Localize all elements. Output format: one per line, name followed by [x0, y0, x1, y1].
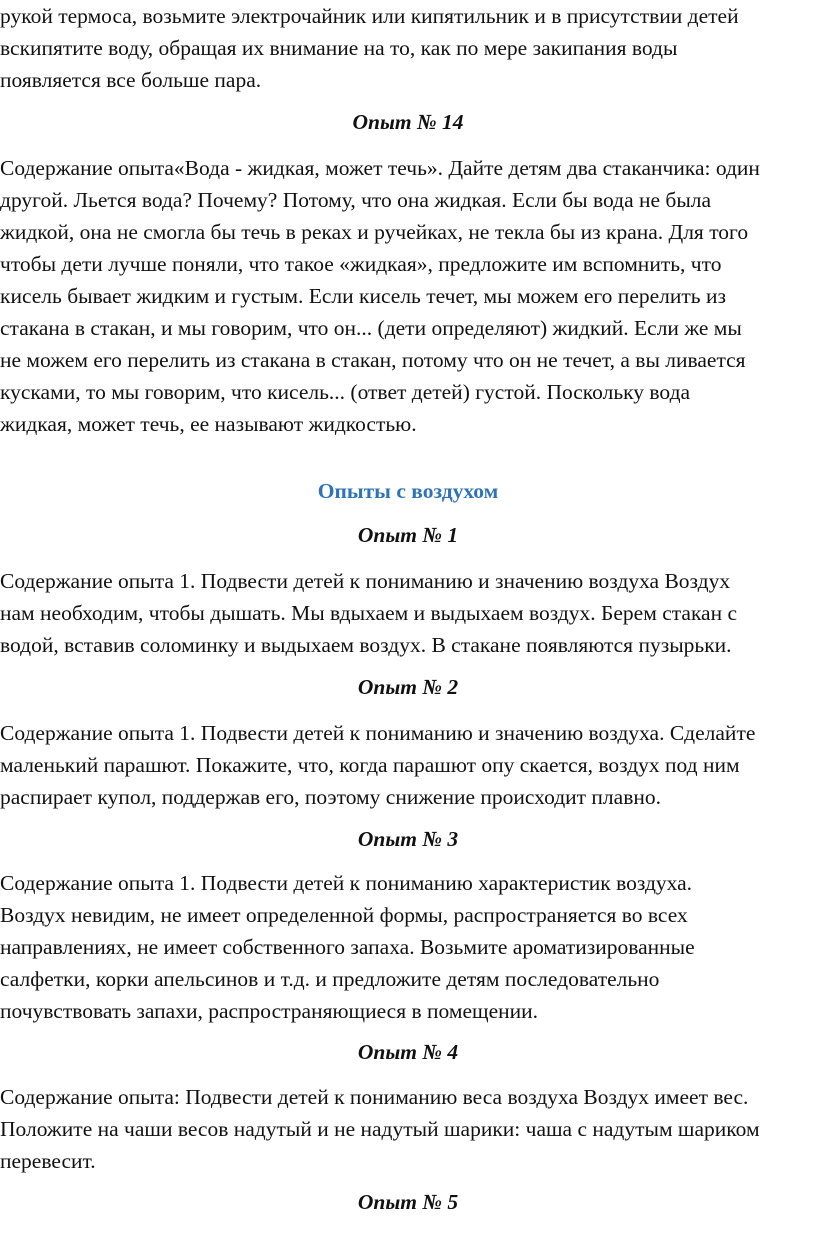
text-line: почувствовать запахи, распространяющиеся в помещении. [0, 999, 539, 1023]
text-line: распирает купол, поддержав его, поэтому снижение происходит плавно. [0, 785, 661, 809]
text-line: не можем его перелить из стакана в стакан, потому что он не течет, а вы ливается [0, 348, 746, 372]
intro-paragraph [0, 0, 816, 96]
text-line: чтобы дети лучше поняли, что такое «жидкая», предложите им вспомнить, что [0, 252, 722, 276]
experiment-3-heading: Опыт № 3 [357, 827, 459, 851]
text-line: появляется все больше пара. [0, 68, 262, 92]
text-line: жидкой, она не смогла бы течь в реках и ручейках, не текла бы из крана. Для того [0, 220, 749, 244]
experiment-2-heading: Опыт № 2 [357, 675, 459, 699]
experiment-14-heading: Опыт № 14 [352, 110, 464, 134]
experiment-1-heading: Опыт № 1 [357, 523, 459, 547]
text-line: кусками, то мы говорим, что кисель... (ответ детей) густой. Поскольку вода [0, 380, 691, 404]
text-line: направлениях, не имеет собственного запаха. Возьмите ароматизированные [0, 935, 695, 959]
experiment-5-heading: Опыт № 5 [357, 1190, 459, 1214]
text-line: Содержание опыта: Подвести детей к пониманию веса воздуха Воздух имеет вес. [0, 1085, 749, 1109]
text-line: водой, вставив соломинку и выдыхаем воздух. В стакане появляются пузырьки. [0, 633, 732, 657]
text-line: перевесит. [0, 1149, 96, 1173]
text-line: стакана в стакан, и мы говорим, что он... (дети определяют) жидкий. Если же мы [0, 316, 742, 340]
text-line: Содержание опыта 1. Подвести детей к пониманию и значению воздуха Воздух [0, 569, 731, 593]
text-line: Содержание опыта 1. Подвести детей к пониманию характеристик воздуха. [0, 871, 693, 895]
text-line: кисель бывает жидким и густым. Если кисель течет, мы можем его перелить из [0, 284, 726, 308]
experiment-4-heading: Опыт № 4 [357, 1040, 459, 1064]
text-line: Содержание опыта 1. Подвести детей к пониманию и значению воздуха. Сделайте [0, 721, 756, 745]
text-line: другой. Льется вода? Почему? Потому, что она жидкая. Если бы вода не была [0, 188, 712, 212]
text-line: маленький парашют. Покажите, что, когда парашют опу скается, воздух под ним [0, 753, 740, 777]
text-line: Воздух невидим, не имеет определенной формы, распространяется во всех [0, 903, 688, 927]
experiment-1-paragraph [0, 565, 816, 661]
text-line: нам необходим, чтобы дышать. Мы вдыхаем и выдыхаем воздух. Берем стакан с [0, 601, 738, 625]
text-line: жидкая, может течь, ее называют жидкостью. [0, 412, 417, 436]
text-line: салфетки, корки апельсинов и т.д. и предложите детям последовательно [0, 967, 660, 991]
experiment-2-paragraph [0, 717, 816, 813]
experiment-3-paragraph [0, 867, 816, 1027]
text-line: вскипятите воду, обращая их внимание на то, как по мере закипания воды [0, 36, 678, 60]
text-line: Содержание опыта«Вода - жидкая, может течь». Дайте детям два стаканчика: один [0, 156, 760, 180]
text-line: Положите на чаши весов надутый и не надутый шарики: чаша с надутым шариком [0, 1117, 760, 1141]
experiment-4-paragraph [0, 1081, 816, 1177]
text-line: рукой термоса, возьмите электрочайник или кипятильник и в присутствии детей [0, 4, 739, 28]
experiment-14-paragraph [0, 152, 816, 440]
air-section-title: Опыты с воздухом [317, 479, 499, 503]
